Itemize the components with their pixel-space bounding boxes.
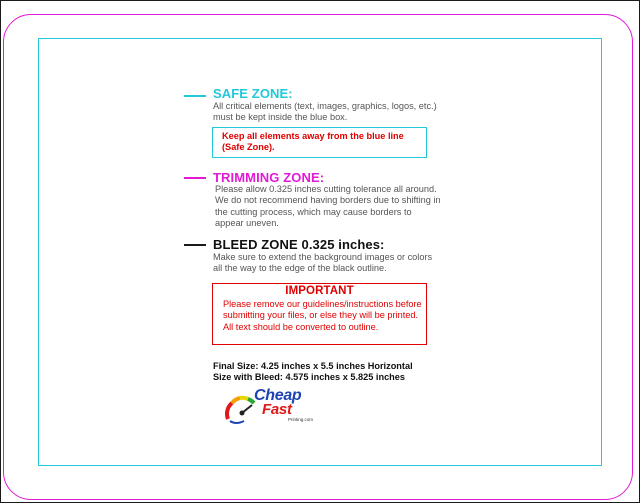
safe-zone-note-line1: Keep all elements away from the blue line: [222, 131, 404, 141]
logo-word-cheap: Cheap: [254, 387, 302, 404]
logo-word-printing: Printing.com: [288, 417, 314, 422]
trimming-zone-marker-line: [184, 177, 206, 179]
company-logo: [222, 387, 318, 429]
logo-word-fast: Fast: [262, 401, 292, 418]
safe-zone-note: [222, 131, 404, 154]
size-info: [213, 361, 413, 384]
trimming-zone-text-line1: Please allow 0.325 inches cutting tolerance all around.: [215, 184, 437, 194]
safe-zone-title: SAFE ZONE:: [213, 86, 293, 101]
trimming-zone-text-line3: the cutting process, which may cause borders to: [215, 206, 412, 217]
logo-gauge-icon: [222, 389, 258, 429]
bleed-zone-title: BLEED ZONE 0.325 inches:: [213, 237, 385, 252]
safe-zone-text: [213, 101, 437, 124]
safe-zone-note-line2: (Safe Zone).: [222, 142, 275, 153]
trimming-zone-title: TRIMMING ZONE:: [213, 170, 325, 185]
bleed-zone-text: [213, 252, 432, 275]
safe-zone-text-line2: must be kept inside the blue box.: [213, 112, 348, 123]
trimming-zone-text-line4: appear uneven.: [215, 217, 279, 228]
safe-zone-text-line1: All critical elements (text, images, graphics, logos, etc.): [213, 101, 437, 111]
trimming-zone-text-line2: We do not recommend having borders due to shifting in: [215, 195, 441, 206]
final-size: Final Size: 4.25 inches x 5.5 inches Horizontal: [213, 361, 413, 371]
size-with-bleed: Size with Bleed: 4.575 inches x 5.825 inches: [213, 372, 406, 383]
important-text: [223, 299, 422, 333]
bleed-zone-text-line1: Make sure to extend the background images or colors: [213, 252, 433, 262]
important-text-line2: submitting your files, or else they will be printed.: [223, 310, 419, 321]
trimming-zone-text: [215, 184, 441, 229]
important-text-line3: All text should be converted to outline.: [223, 321, 379, 332]
bleed-zone-marker-line: [184, 244, 206, 246]
important-text-line1: Please remove our guidelines/instructions before: [223, 299, 422, 309]
important-title: IMPORTANT: [285, 285, 354, 297]
safe-zone-marker-line: [184, 95, 206, 97]
bleed-zone-text-line2: all the way to the edge of the black outline.: [213, 263, 387, 274]
